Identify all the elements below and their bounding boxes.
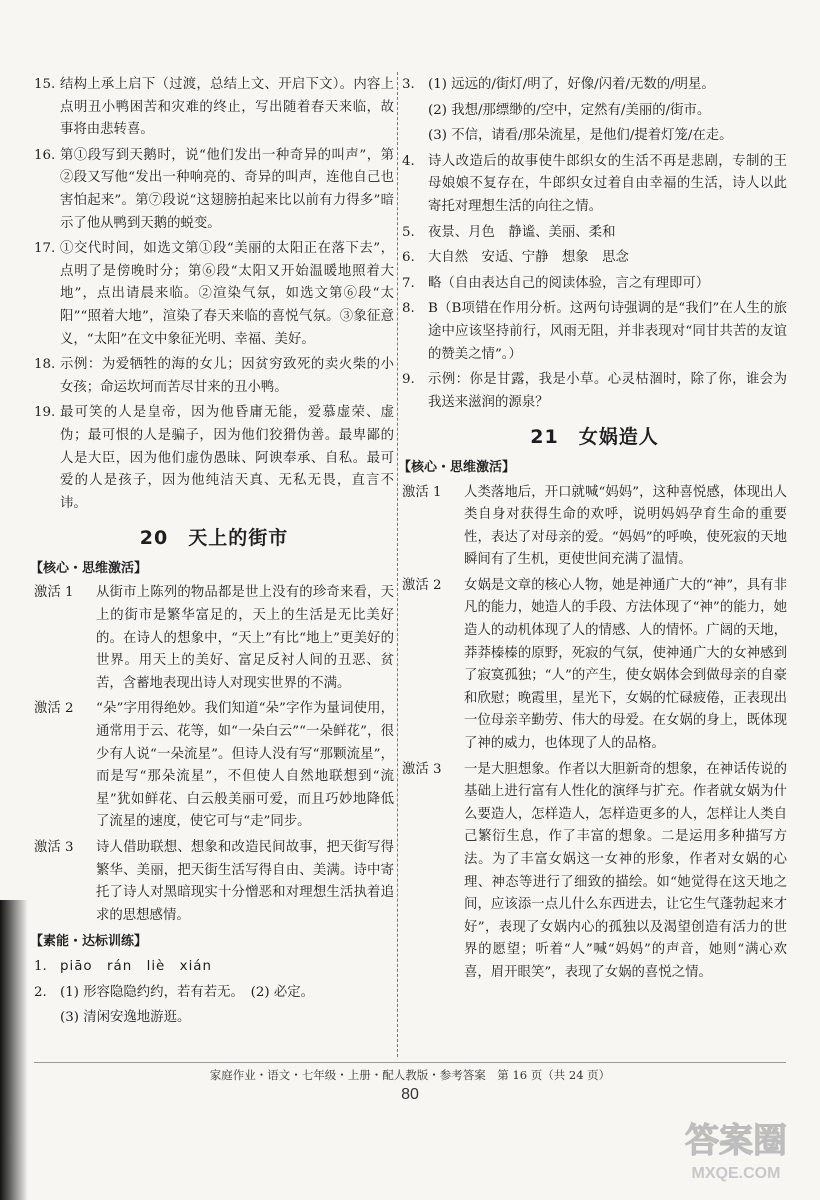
item-number: 19. [34,405,56,421]
training-2-part-3 [34,1007,394,1030]
training-5 [402,222,787,245]
training-3-part-3 [402,125,787,148]
page-number: 80 [401,1086,419,1103]
activation-3 [402,759,787,985]
answer-17 [34,238,394,351]
item-text: 示例：你是甘露，我是小草。心灵枯涸时，除了你，谁会为我送来滋润的源泉？ [428,372,787,410]
item-number: 1. [34,958,47,974]
core-section-label: 【核心・思维激活】 [30,560,148,576]
activation-2 [402,575,787,756]
left-column [30,74,394,1033]
item-text: 最可笑的人是皇帝，因为他昏庸无能，爱慕虚荣、虚伪；最可恨的人是骗子，因为他们狡猾伪善。最卑鄙的人是大臣，因为他们虚伪愚昧、阿谀奉承、自私。最可爱的人是孩子，因为他纯洁天真、无私无畏，直言不讳。 [60,405,394,511]
activation-3 [34,837,394,927]
footer-rule [34,1062,786,1063]
item-text: 示例：为爱牺牲的海的女儿；因贫穷致死的卖火柴的小女孩；命运坎坷而苦尽甘来的丑小鸭。 [60,357,394,395]
item-text: (1) 形容隐隐约约，若有若无。 (2) 必定。 [60,984,314,1000]
activation-text: 人类落地后，开口就喊“妈妈”，这种喜悦感，体现出人类自身对获得生命的欢呼，说明妈妈孕育生命的重要性，表达了对母亲的爱。“妈妈”的呼唤，使死寂的天地瞬间有了生机，更使世间充满了温情。 [464,484,787,568]
answer-19 [34,402,394,515]
training-1 [34,956,394,979]
training-4 [402,151,787,219]
activation-label: 激活 2 [402,577,442,593]
training-9 [402,369,787,414]
activation-text: 诗人借助联想、想象和改造民间故事，把天街写得繁华、美丽，把天街生活写得自由、美满。诗中寄托了诗人对黑暗现实十分憎恶和对理想生活执着追求的思想感情。 [96,840,394,923]
watermark-url: MXQE.COM [691,1165,781,1182]
lesson-21-heading: 21 女娲造人 [530,426,659,449]
item-text: ①交代时间，如选文第①段“美丽的太阳正在落下去”，点明了是傍晚时分；第⑥段“太阳又开始温暖地照着大地”，点出请晨来临。②渲染气氛，如选文第⑥段“太阳”“照着大地”，渲染了春天来临的喜悦气氛。③象征意义，“太阳”在文中象征光明、幸福、美好。 [60,241,394,347]
item-text: (1) 远远的/街灯/明了，好像/闪着/无数的/明星。 [428,77,715,92]
item-number: 18. [34,357,56,373]
item-text: 略（自由表达自己的阅读体验，言之有理即可） [428,275,710,291]
item-number: 9. [402,372,415,388]
item-number: 6. [402,250,415,266]
page-footer: 家庭作业・语文・七年级・上册・配人教版・参考答案 第 16 页（共 24 页） [209,1068,611,1082]
item-text: (3) 清闲安逸地游逛。 [60,1010,191,1026]
activation-text: 一是大胆想象。作者以大胆新奇的想象，在神话传说的基础上进行富有人性化的演绎与扩充。作者就女娲为什么要造人，怎样造人，怎样造更多的人，怎样让人类自己繁衍生息，作了丰富的想象。二是运用多种描写方法。为了丰富女娲这一女神的形象，作者对女娲的心理、神态等进行了细致的描绘。如“她觉得在这天地之间，应该添一点儿什么东西进去，让它生气蓬勃起来才好”，表现了女娲内心的孤独以及渴望创造有活力的世界的愿望；听着“人”喊“妈妈”的声音，她则“满心欢喜，眉开眼笑”，表现了女娲的喜悦之情。 [464,761,787,980]
training-3 [402,74,787,97]
watermark-text: 答案圈 [685,1121,787,1161]
scan-edge-shadow [0,900,28,1200]
item-number: 4. [402,153,415,169]
item-number: 15. [34,77,56,92]
column-divider [397,72,398,1057]
right-column [398,74,787,988]
item-number: 3. [402,77,415,92]
watermark-logo [666,1108,806,1186]
training-7 [402,273,787,296]
activation-label: 激活 2 [34,701,74,717]
lesson-20-heading: 20 天上的街市 [139,527,289,550]
item-text: (2) 我想/那缥缈的/空中，定然有/美丽的/街市。 [428,102,711,118]
item-number: 16. [34,147,56,163]
activation-1 [34,582,394,695]
item-text: 结构上承上启下（过渡，总结上文、开启下文）。内容上点明丑小鸭困苦和灾难的终止，写出随着春天来临，故事将由悲转喜。 [60,77,394,138]
answer-18 [34,354,394,399]
answer-16 [34,145,394,235]
answer-15 [34,74,394,142]
item-number: 8. [402,301,415,317]
item-number: 17. [34,241,56,257]
item-text: 大自然 安适、宁静 想象 思念 [428,250,629,266]
activation-text: “朵”字用得绝妙。我们知道“朵”字作为量词使用，通常用于云、花等，如“一朵白云”“一朵鲜花”，很少有人说“一朵流星”。但诗人没有写“那颗流星”，而是写“那朵流星”，不但使人自然地联想到“流星”犹如鲜花、白云般美丽可爱，而且巧妙地降低了流星的速度，使它可与“走”同步。 [96,701,394,830]
activation-text: 从街市上陈列的物品都是世上没有的珍奇来看，天上的街市是繁华富足的，天上的生活是无比美好的。在诗人的想象中，“天上”有比“地上”更美好的世界。用天上的美好、富足反衬人间的丑恶、贫苦，含蓄地表现出诗人对现实世界的不满。 [96,585,394,691]
item-text: 夜景、月色 静谧、美丽、柔和 [428,224,616,240]
activation-label: 激活 3 [402,761,442,777]
training-8 [402,298,787,366]
item-text: 诗人改造后的故事使牛郎织女的生活不再是悲剧，专制的王母娘娘不复存在，牛郎织女过着自由幸福的生活，诗人以此寄托对理想生活的向往之情。 [428,153,787,214]
item-text: 第①段写到天鹅时，说“他们发出一种奇异的叫声”，第②段又写他“发出一种响亮的、奇异的叫声，连他自己也害怕起来”。第⑦段说“这翅膀拍起来比以前有力得多”暗示了他从鸭到天鹅的蜕变。 [60,147,394,231]
item-number: 2. [34,984,47,1000]
activation-2 [34,698,394,834]
training-3-part-2 [402,100,787,123]
training-section-label: 【素能・达标训练】 [30,934,148,950]
core-section-label: 【核心・思维激活】 [398,459,516,475]
activation-label: 激活 1 [34,585,74,601]
training-6 [402,247,787,270]
item-number: 5. [402,224,415,240]
item-text: (3) 不信，请看/那朵流星，是他们/提着灯笼/在走。 [428,128,733,144]
item-text: B（B项错在作用分析。这两句诗强调的是“我们”在人生的旅途中应该坚持前行，风雨无阻，并非表现对“同甘共苦的友谊的赞美之情”。） [428,301,787,362]
activation-label: 激活 3 [34,840,74,855]
activation-label: 激活 1 [402,484,442,500]
pinyin-answer: piāo rán liè xián [60,958,213,974]
activation-text: 女娲是文章的核心人物，她是神通广大的“神”，具有非凡的能力，她造人的手段、方法体现了“神”的能力，她造人的动机体现了人的情感、人的情怀。广阔的天地，莽莽榛榛的原野，死寂的气氛，使神通广大的女神感到了寂寞孤独；“人”的产生，使女娲体会到做母亲的自豪和欣慰；晚霞里，星光下，女娲的忙碌疲倦，正表现出一位母亲辛勤劳、伟大的母爱。在女娲的身上，既体现了神的威力，也体现了人的品格。 [464,577,787,752]
item-number: 7. [402,275,415,291]
training-2 [34,982,394,1005]
activation-1 [402,482,787,572]
